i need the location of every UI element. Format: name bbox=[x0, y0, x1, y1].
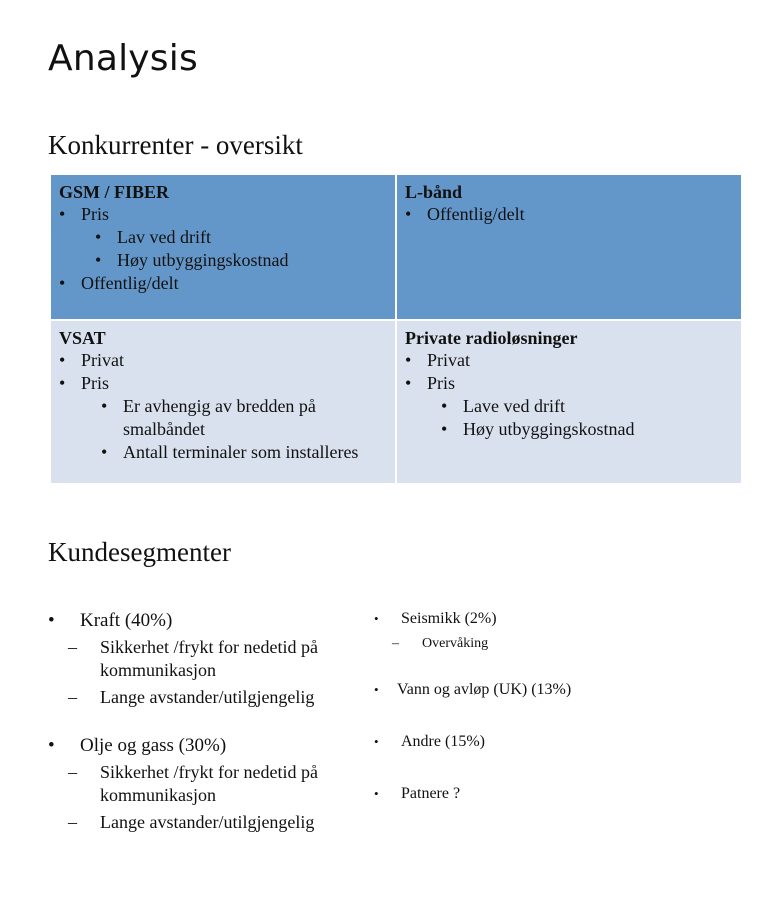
vsat-pris-sublist bbox=[81, 395, 387, 464]
segment-kraft bbox=[48, 608, 368, 709]
list-item: – Lange avstander/utilgjengelig bbox=[68, 686, 368, 709]
list-item: – Sikkerhet /frykt for nedetid på kommunikasjon bbox=[68, 636, 368, 682]
list-item: • Pris • Er avhengig av bredden på smalbåndet • Antall terminaler som installeres bbox=[59, 372, 387, 464]
list-item: • Lav ved drift bbox=[95, 226, 387, 249]
cell-title-gsm-fiber: GSM / FIBER bbox=[59, 182, 170, 202]
list-item: – Lange avstander/utilgjengelig bbox=[68, 811, 368, 834]
segments-heading: Kundesegmenter bbox=[48, 537, 231, 567]
segment-olje-gass bbox=[48, 733, 368, 834]
list-item: • Offentlig/delt bbox=[59, 272, 387, 295]
cell-title-vsat: VSAT bbox=[59, 328, 106, 348]
list-item: • Høy utbyggingskostnad bbox=[441, 418, 733, 441]
list-item: • Pris • Lav ved drift • Høy utbyggingskostnad bbox=[59, 203, 387, 272]
list-item: • Privat bbox=[59, 349, 387, 372]
radio-pris-sublist bbox=[427, 395, 733, 441]
list-item: • Privat bbox=[405, 349, 733, 372]
segment-seismikk-sub: – Overvåking bbox=[372, 634, 488, 654]
cell-title-private-radio: Private radioløsninger bbox=[405, 328, 578, 348]
segment-seismikk: • Seismikk (2%) bbox=[372, 608, 497, 630]
vsat-list bbox=[59, 349, 387, 464]
gsm-pris-sublist bbox=[81, 226, 387, 272]
lband-list bbox=[405, 203, 733, 226]
segments-left-column bbox=[48, 608, 368, 858]
cell-vsat bbox=[51, 321, 395, 483]
list-item: • Antall terminaler som installeres bbox=[101, 441, 387, 464]
list-item: • Høy utbyggingskostnad bbox=[95, 249, 387, 272]
segment-sublist bbox=[48, 761, 368, 834]
cell-title-l-band: L-bånd bbox=[405, 182, 463, 202]
page-title: Analysis bbox=[48, 38, 198, 79]
list-item: • Er avhengig av bredden på smalbåndet bbox=[101, 395, 387, 441]
cell-gsm-fiber bbox=[51, 175, 395, 319]
segment-sublist bbox=[48, 636, 368, 709]
segment-vann-avlop: • Vann og avløp (UK) (13%) bbox=[372, 679, 571, 701]
cell-private-radio bbox=[397, 321, 741, 483]
segment-andre: • Andre (15%) bbox=[372, 731, 485, 753]
list-item: • Offentlig/delt bbox=[405, 203, 733, 226]
competitors-heading: Konkurrenter - oversikt bbox=[48, 130, 303, 160]
list-item: • Lave ved drift bbox=[441, 395, 733, 418]
segment-patnere: • Patnere ? bbox=[372, 783, 460, 805]
segment-label: • Kraft (40%) bbox=[48, 608, 368, 634]
radio-list bbox=[405, 349, 733, 441]
gsm-list bbox=[59, 203, 387, 295]
list-item: – Sikkerhet /frykt for nedetid på kommunikasjon bbox=[68, 761, 368, 807]
cell-l-band bbox=[397, 175, 741, 319]
segment-label: • Olje og gass (30%) bbox=[48, 733, 368, 759]
competitors-table bbox=[51, 175, 741, 485]
list-item: • Pris • Lave ved drift • Høy utbyggingskostnad bbox=[405, 372, 733, 441]
